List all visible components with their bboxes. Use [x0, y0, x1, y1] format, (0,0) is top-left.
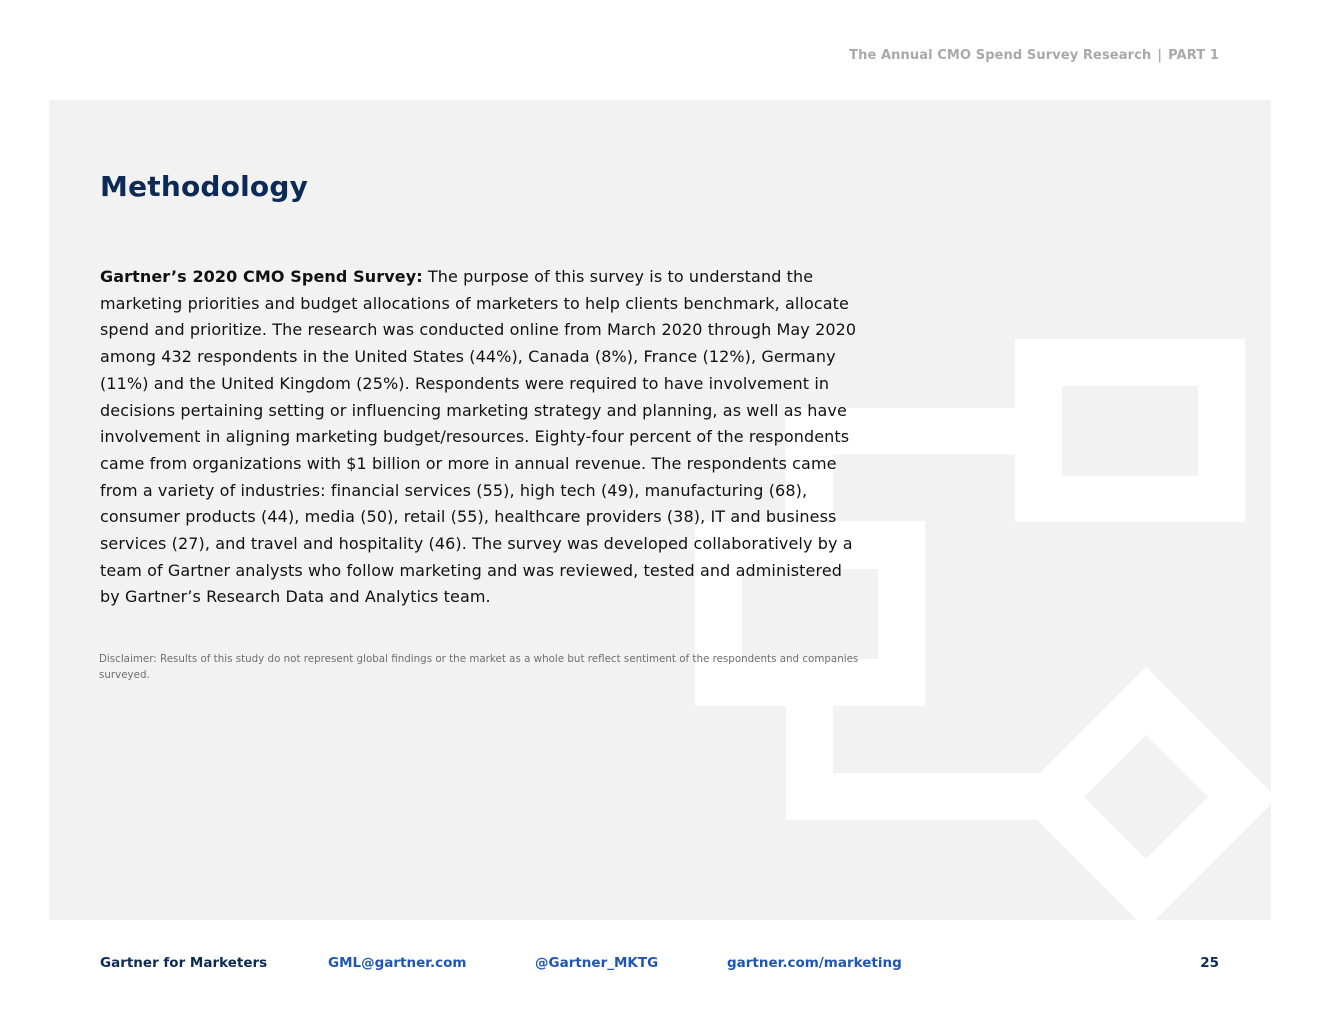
- survey-name-lead: Gartner’s 2020 CMO Spend Survey:: [100, 267, 423, 286]
- report-title: The Annual CMO Spend Survey Research: [849, 48, 1152, 63]
- page-title: Methodology: [100, 170, 309, 203]
- page-number: 25: [1200, 955, 1219, 971]
- footer-website-link[interactable]: gartner.com/marketing: [727, 955, 902, 971]
- footer-brand: Gartner for Marketers: [100, 955, 268, 971]
- methodology-paragraph: [100, 264, 862, 611]
- footer-twitter-link[interactable]: @Gartner_MKTG: [535, 955, 659, 971]
- header-separator: |: [1157, 48, 1163, 63]
- disclaimer: Disclaimer: Results of this study do not represent global findings or the market as a whole but reflect sentiment of the respondents and companies surveyed.: [99, 653, 859, 681]
- running-header: [849, 48, 1219, 63]
- content-panel: [49, 100, 1271, 920]
- footer-email-link[interactable]: GML@gartner.com: [328, 955, 467, 971]
- methodology-body: The purpose of this survey is to understand the marketing priorities and budget allocations of marketers to help clients benchmark, allocate spend and prioritize. The research was conducted online from March 2020 through May 2020 among 432 respondents in the United States (44%), Canada (8%), France (12%), Germany (11%) and the United Kingdom (25%). Respondents were required to have involvement in decisions pertaining setting or influencing marketing strategy and planning, as well as have involvement in aligning marketing budget/resources. Eighty-four percent of the respondents came from organizations with $1 billion or more in annual revenue. The respondents came from a variety of industries: financial services (55), high tech (49), manufacturing (68), consumer products (44), media (50), retail (55), healthcare providers (38), IT and business services (27), and travel and hospitality (46). The survey was developed collaboratively by a team of Gartner analysts who follow marketing and was reviewed, tested and administered by Gartner’s Research Data and Analytics team.: [100, 267, 857, 607]
- part-label: PART 1: [1168, 48, 1219, 63]
